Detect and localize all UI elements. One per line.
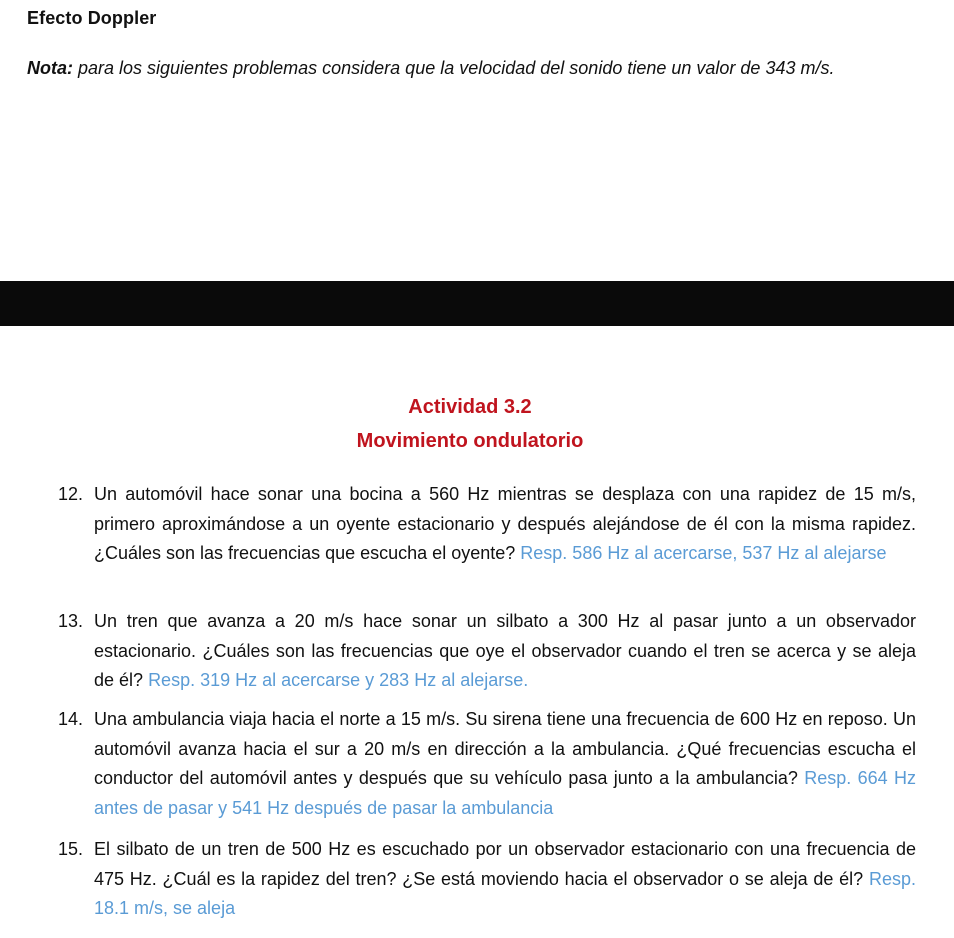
- problem-question: El silbato de un tren de 500 Hz es escuchado por un observador estacionario con una frecuencia de 475 Hz. ¿Cuál es la rapidez del tren? ¿Se está moviendo hacia el observador o se aleja de él?: [94, 839, 916, 889]
- redaction-bar: [0, 281, 954, 326]
- problem-number: 14.: [58, 709, 84, 729]
- problem-body: [94, 835, 916, 924]
- section-title: Efecto Doppler: [27, 8, 157, 28]
- problem-body: [94, 607, 916, 696]
- problem-question: Un tren que avanza a 20 m/s hace sonar un silbato a 300 Hz al pasar junto a un observador estacionario. ¿Cuáles son las frecuencias que oye el observador cuando el tren se acerca y se aleja de él?: [94, 611, 916, 690]
- problem-number: 13.: [58, 611, 84, 631]
- problem-item: [58, 480, 916, 569]
- problem-item: [58, 607, 916, 696]
- problem-answer: Resp. 586 Hz al acercarse, 537 Hz al alejarse: [520, 543, 887, 563]
- activity-subtitle: Movimiento ondulatorio: [356, 430, 584, 452]
- activity-title: Actividad 3.2: [408, 396, 532, 418]
- problem-item: [58, 705, 916, 823]
- problem-item: [58, 835, 916, 924]
- problem-answer: Resp. 664 Hz antes de pasar y 541 Hz después de pasar la ambulancia: [94, 768, 916, 818]
- problem-answer: Resp. 319 Hz al acercarse y 283 Hz al alejarse.: [148, 670, 529, 690]
- note-paragraph: [27, 56, 937, 80]
- problem-body: [94, 480, 916, 569]
- note-label: Nota:: [27, 58, 73, 78]
- problem-question: Un automóvil hace sonar una bocina a 560 Hz mientras se desplaza con una rapidez de 15 m/s, primero aproximándose a un oyente estacionario y después alejándose de él con la misma rapidez. ¿Cuáles son las frecuencias que escucha el oyente?: [94, 484, 916, 563]
- problem-number: 15.: [58, 839, 84, 859]
- problem-number: 12.: [58, 484, 84, 504]
- problem-body: [94, 705, 916, 823]
- problem-answer: Resp. 18.1 m/s, se aleja: [94, 868, 916, 918]
- problem-question: Una ambulancia viaja hacia el norte a 15 m/s. Su sirena tiene una frecuencia de 600 Hz en reposo. Un automóvil avanza hacia el sur a 20 m/s en dirección a la ambulancia. ¿Qué frecuencias escucha el conductor del automóvil antes y después que su vehículo pasa junto a la ambulancia?: [94, 709, 916, 788]
- note-text: para los siguientes problemas considera que la velocidad del sonido tiene un valor de 343 m/s.: [73, 58, 835, 78]
